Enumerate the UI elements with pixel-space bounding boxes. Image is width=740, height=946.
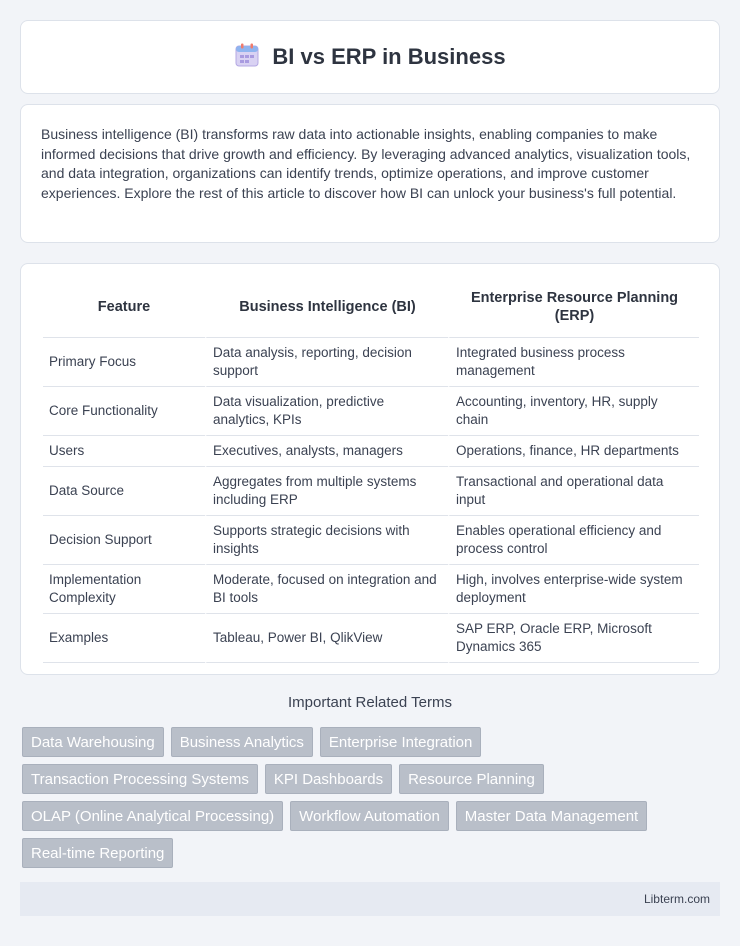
related-term-tag[interactable]: Data Warehousing: [22, 727, 164, 757]
intro-text: Business intelligence (BI) transforms raw data into actionable insights, enabling companies to make informed decisions that drive growth and efficiency. By leveraging advanced analytics, visualization tools, and data integration, organizations can identify trends, optimize operations, and improve customer experiences. Explore the rest of this article to discover how BI can unlock your business's full potential.: [41, 126, 691, 201]
table-row: [43, 338, 699, 387]
table-cell: Executives, analysts, managers: [205, 436, 448, 467]
table-cell: Examples: [43, 614, 205, 663]
table-cell: Primary Focus: [43, 338, 205, 387]
table-row: [43, 387, 699, 436]
table-row: [43, 614, 699, 663]
related-term-tag[interactable]: OLAP (Online Analytical Processing): [22, 801, 283, 831]
table-cell: SAP ERP, Oracle ERP, Microsoft Dynamics 365: [448, 614, 699, 663]
table-cell: Decision Support: [43, 516, 205, 565]
table-cell: Moderate, focused on integration and BI tools: [205, 565, 448, 614]
related-term-tag[interactable]: KPI Dashboards: [265, 764, 392, 794]
footer: [20, 882, 720, 916]
column-header-erp: Enterprise Resource Planning (ERP): [448, 276, 699, 338]
table-cell: Users: [43, 436, 205, 467]
comparison-table: [43, 276, 699, 663]
related-terms-list: [22, 727, 722, 868]
table-row: [43, 516, 699, 565]
related-term-tag[interactable]: Enterprise Integration: [320, 727, 481, 757]
table-cell: Transactional and operational data input: [448, 467, 699, 516]
table-cell: Enables operational efficiency and process control: [448, 516, 699, 565]
table-cell: Implementation Complexity: [43, 565, 205, 614]
page-title: BI vs ERP in Business: [272, 44, 506, 69]
table-header-row: [43, 276, 699, 338]
intro-card: [20, 104, 720, 243]
column-header-bi: Business Intelligence (BI): [205, 276, 448, 338]
table-cell: Integrated business process management: [448, 338, 699, 387]
header-card: [20, 20, 720, 94]
related-term-tag[interactable]: Transaction Processing Systems: [22, 764, 258, 794]
calendar-icon: [234, 42, 260, 73]
related-term-tag[interactable]: Resource Planning: [399, 764, 544, 794]
table-cell: Supports strategic decisions with insights: [205, 516, 448, 565]
table-cell: High, involves enterprise-wide system deployment: [448, 565, 699, 614]
table-cell: Operations, finance, HR departments: [448, 436, 699, 467]
table-cell: Accounting, inventory, HR, supply chain: [448, 387, 699, 436]
table-cell: Data analysis, reporting, decision support: [205, 338, 448, 387]
table-cell: Core Functionality: [43, 387, 205, 436]
table-cell: Tableau, Power BI, QlikView: [205, 614, 448, 663]
table-cell: Data Source: [43, 467, 205, 516]
comparison-table-card: [20, 263, 720, 675]
table-cell: Aggregates from multiple systems including ERP: [205, 467, 448, 516]
table-row: [43, 436, 699, 467]
related-term-tag[interactable]: Workflow Automation: [290, 801, 449, 831]
table-cell: Data visualization, predictive analytics, KPIs: [205, 387, 448, 436]
related-term-tag[interactable]: Master Data Management: [456, 801, 647, 831]
related-term-tag[interactable]: Real-time Reporting: [22, 838, 173, 868]
related-terms-title: Important Related Terms: [288, 694, 452, 711]
column-header-feature: Feature: [43, 276, 205, 338]
table-row: [43, 565, 699, 614]
table-row: [43, 467, 699, 516]
related-term-tag[interactable]: Business Analytics: [171, 727, 313, 757]
footer-site-link[interactable]: Libterm.com: [643, 892, 710, 906]
